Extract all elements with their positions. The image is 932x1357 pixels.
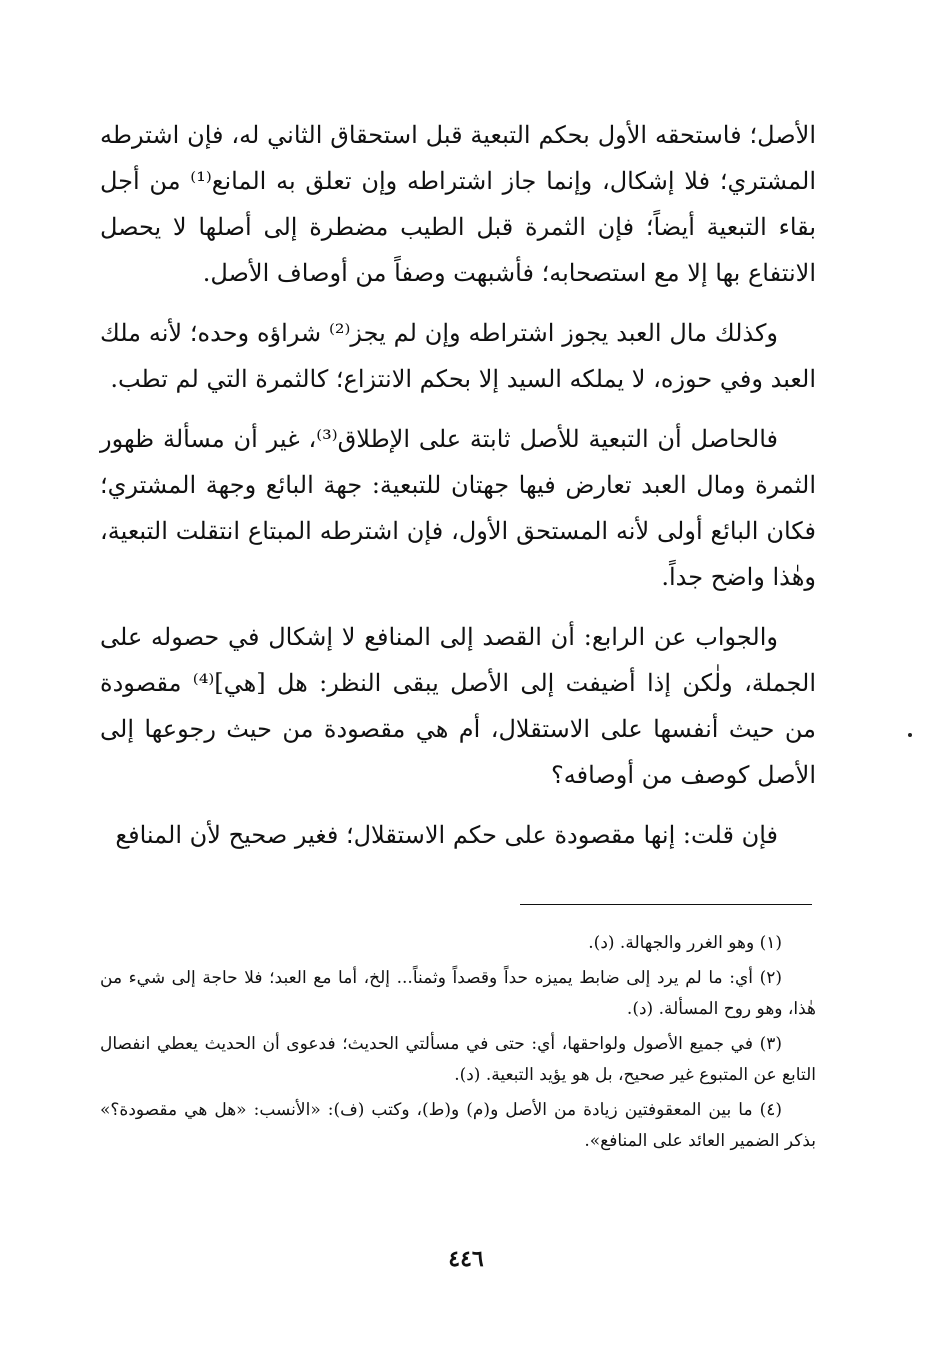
main-text [100, 112, 816, 872]
footnotes [100, 928, 816, 1161]
footnote-3: (٣) في جميع الأصول ولواحقها، أي: حتى في مسألتي الحديث؛ فدعوى أن الحديث يعطي انفصال التابع عن المتبوع غير صحيح، بل هو يؤيد التبعية. (د). [100, 1034, 816, 1085]
paragraph-2: وكذلك مال العبد يجوز اشتراطه وإن لم يجز⁽²⁾ شراؤه وحده؛ لأنه ملك العبد وفي حوزه، لا يملكه السيد إلا بحكم الانتزاع؛ كالثمرة التي لم تطب. [100, 319, 816, 393]
footnote-2: (٢) أي: ما لم يرد إلى ضابط يميزه حداً وقصداً وثمناً... إلخ، أما مع العبد؛ فلا حاجة إلى شيء من هٰذا، وهو روح المسألة. (د). [100, 968, 816, 1019]
paragraph-3: فالحاصل أن التبعية للأصل ثابتة على الإطلاق⁽³⁾، غير أن مسألة ظهور الثمرة ومال العبد تعارض فيها جهتان للتبعية: جهة البائع وجهة المشتري؛ فكان البائع أولى لأنه المستحق الأول، فإن اشترطه المبتاع انتقلت التبعية، وهٰذا واضح جداً. [100, 425, 816, 591]
paragraph-1: الأصل؛ فاستحقه الأول بحكم التبعية قبل استحقاق الثاني له، فإن اشترطه المشتري؛ فلا إشكال، وإنما جاز اشتراطه وإن تعلق به المانع⁽¹⁾ من أجل بقاء التبعية أيضاً؛ فإن الثمرة قبل الطيب مضطرة إلى أصلها لا يحصل الانتفاع بها إلا مع استصحابه؛ فأشبهت وصفاً من أوصاف الأصل. [100, 121, 816, 287]
page-number: ٤٤٦ [448, 1246, 484, 1272]
scan-speck [908, 733, 912, 737]
footnote-1: (١) وهو الغرر والجهالة. (د). [588, 933, 782, 953]
footnote-4: (٤) ما بين المعقوفتين زيادة من الأصل و(م) و(ط)، وكتب (ف): «الأنسب: «هل هي مقصودة؟» بذكر الضمير العائد على المنافع». [100, 1100, 816, 1151]
paragraph-4: والجواب عن الرابع: أن القصد إلى المنافع لا إشكال في حصوله على الجملة، ولٰكن إذا أضيفت إلى الأصل يبقى النظر: هل [هي]⁽⁴⁾ مقصودة من حيث أنفسها على الاستقلال، أم هي مقصودة من حيث رجوعها إلى الأصل كوصف من أوصافه؟ [100, 623, 816, 789]
paragraph-5: فإن قلت: إنها مقصودة على حكم الاستقلال؛ فغير صحيح لأن المنافع [115, 821, 778, 849]
footnote-divider [520, 904, 812, 905]
